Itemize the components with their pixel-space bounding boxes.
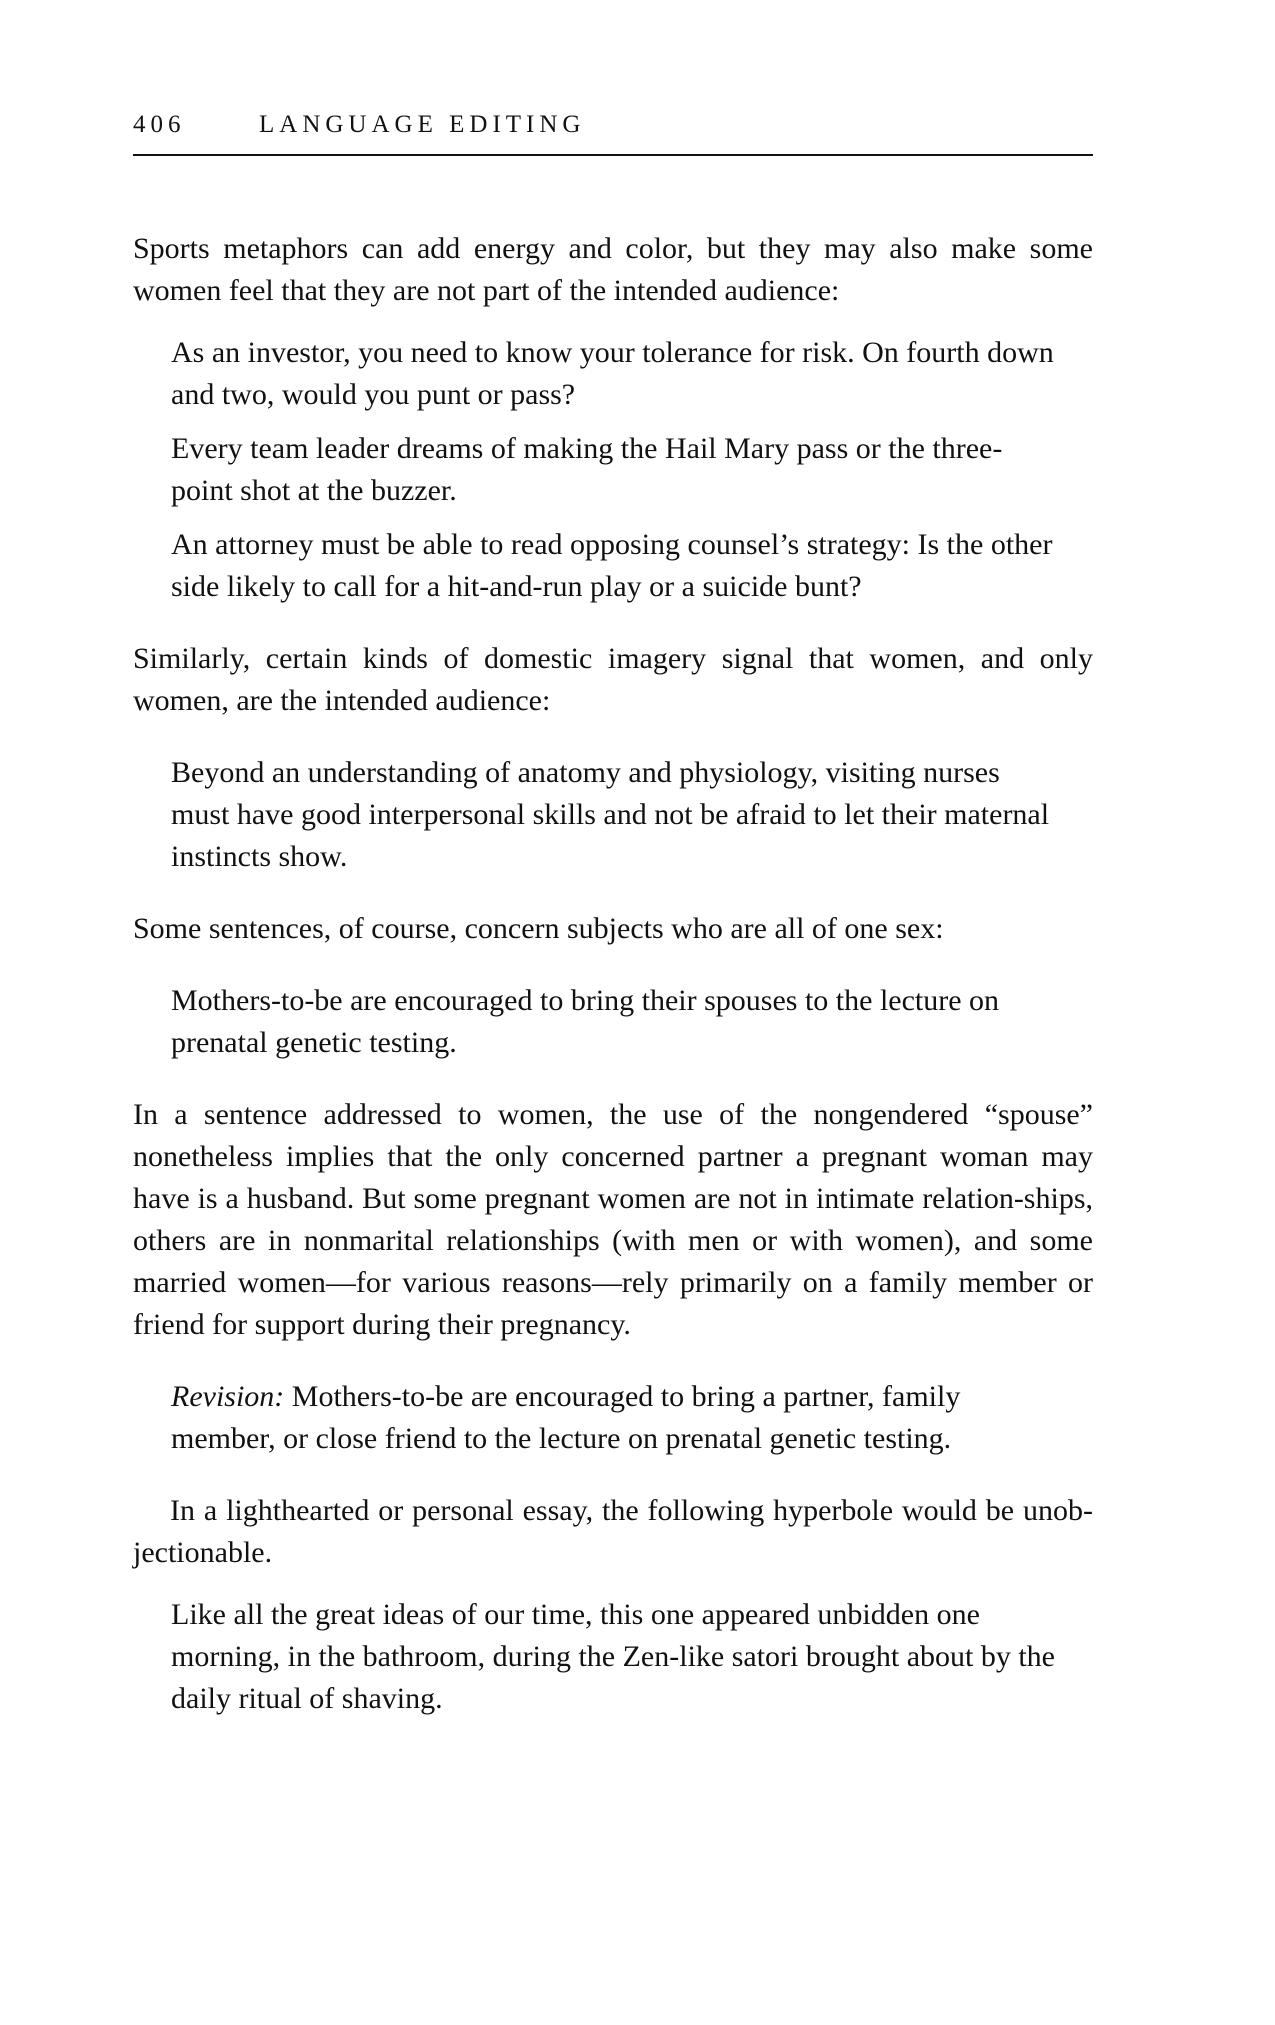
revision-text: Mothers-to-be are encouraged to bring a partner, family member, or close friend to the lecture on prenatal genetic testing. — [171, 1380, 961, 1455]
page-number: 406 — [133, 111, 186, 138]
example-shaving: Like all the great ideas of our time, this one appeared unbidden one morning, in the bathroom, during the Zen-like satori brought about by the daily ritual of shaving. — [171, 1598, 1055, 1715]
running-head-title: LANGUAGE EDITING — [259, 111, 586, 138]
example-attorney: An attorney must be able to read opposing counsel’s strategy: Is the other side likely to call for a hit-and-run play or a suicide bunt? — [171, 528, 1053, 603]
paragraph-sports-metaphors: Sports metaphors can add energy and color, but they may also make some women feel that they are not part of the intended audience: — [133, 232, 1093, 307]
example-nurses: Beyond an understanding of anatomy and physiology, visiting nurses must have good interpersonal skills and not be afraid to let their maternal instincts show. — [171, 756, 1050, 873]
revision-label: Revision: — [171, 1380, 285, 1413]
example-mothers-to-be: Mothers-to-be are encouraged to bring their spouses to the lecture on prenatal genetic testing. — [171, 984, 1000, 1059]
example-team-leader: Every team leader dreams of making the Hail Mary pass or the three-point shot at the buzzer. — [171, 432, 1003, 507]
example-revision — [171, 1376, 1061, 1460]
example-investor: As an investor, you need to know your tolerance for risk. On fourth down and two, would you punt or pass? — [171, 336, 1054, 411]
paragraph-spouse: In a sentence addressed to women, the use of the nongendered “spouse” nonetheless implies that the only concerned partner a pregnant woman may have is a husband. But some pregnant women are not in intimate relation-ships, others are in nonmarital relationships (with men or with women), and some married women—for various reasons—rely primarily on a family member or friend for support during their pregnancy. — [133, 1098, 1093, 1341]
paragraph-hyperbole: In a lighthearted or personal essay, the following hyperbole would be unob-jectionable. — [133, 1494, 1093, 1569]
body-text — [133, 228, 1093, 1720]
running-head — [133, 110, 1093, 156]
paragraph-one-sex: Some sentences, of course, concern subjects who are all of one sex: — [133, 912, 944, 945]
paragraph-domestic-imagery: Similarly, certain kinds of domestic imagery signal that women, and only women, are the intended audience: — [133, 642, 1093, 717]
